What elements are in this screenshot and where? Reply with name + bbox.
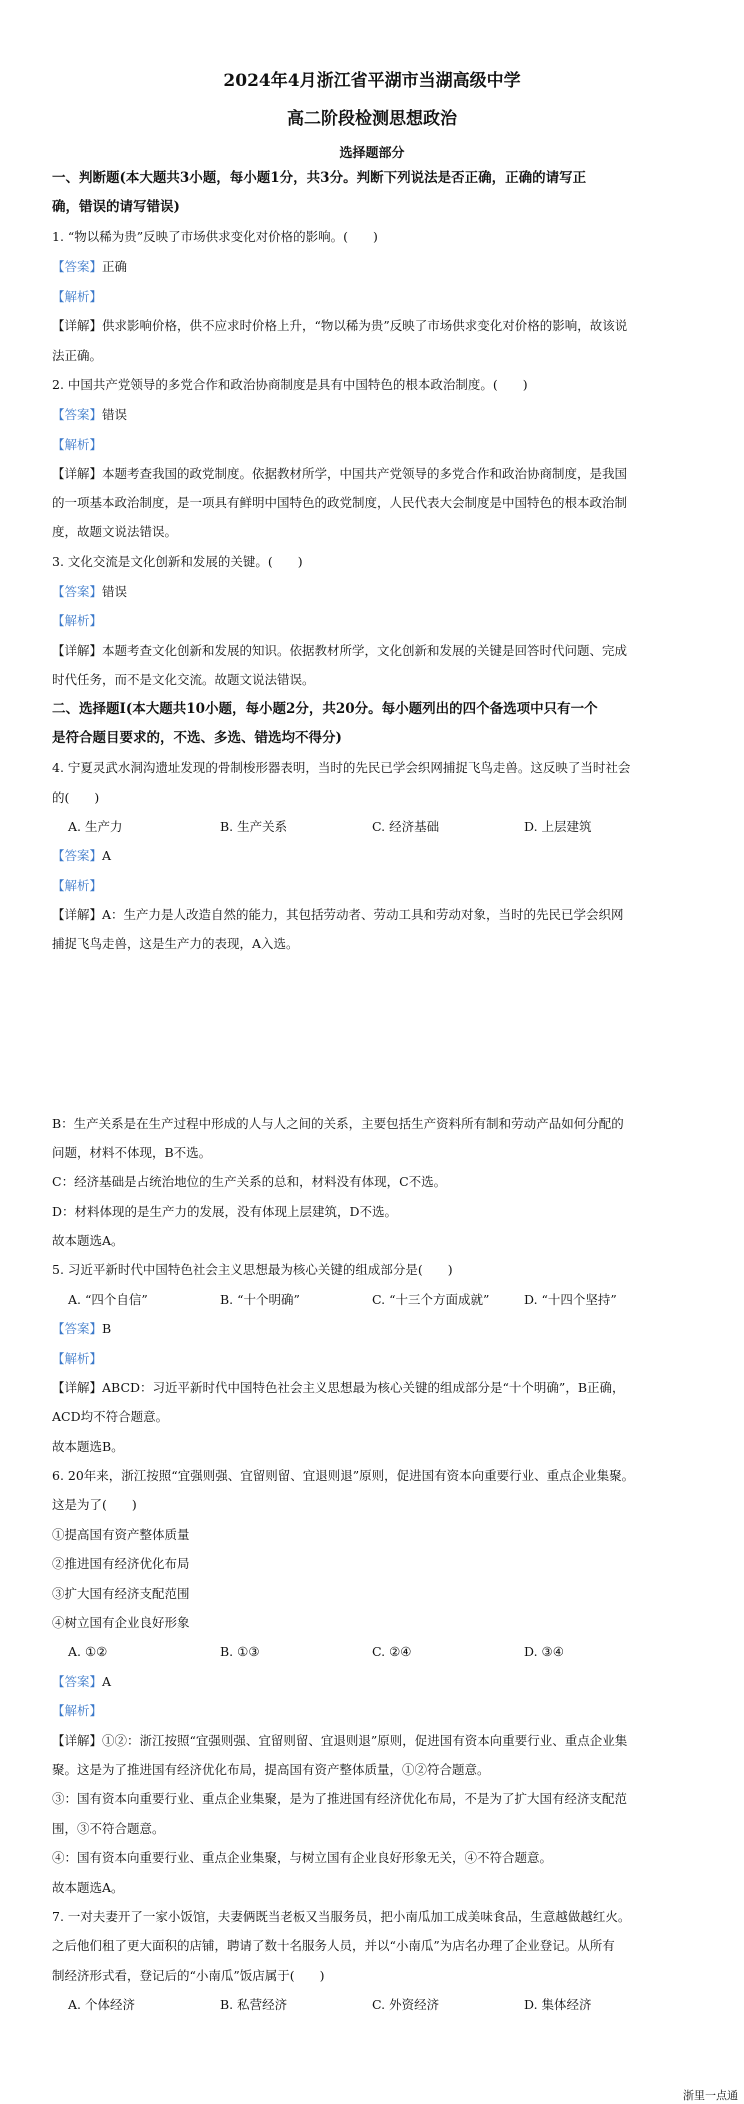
q6-stem-1: 6. 20年来，浙江按照“宜强则强、宜留则留、宜退则退”原则，促进国有资本向重要行业、重点企业集聚。 [52,1468,635,1483]
q6-detail-2: 聚。这是为了推进国有经济优化布局，提高国有资产整体质量，①②符合题意。 [52,1762,490,1777]
q5-option-c: C. “十三个方面成就” [372,1292,490,1307]
q4-option-a: A. 生产力 [68,819,123,834]
q4-answer-line [52,848,700,864]
q4-option-b: B. 生产关系 [220,819,288,834]
q3-detail-1: 【详解】本题考查文化创新和发展的知识。依据教材所学，文化创新和发展的关键是回答时代问题、完成 [52,643,628,658]
q7-option-b: B. 私营经济 [220,1997,288,2012]
q4-detail-4: 问题，材料不体现，B不选。 [52,1145,212,1160]
q4-option-d: D. 上层建筑 [524,819,592,834]
q1-answer: 正确 [102,259,128,274]
q4-stem-1: 4. 宁夏灵武水洞沟遗址发现的骨制梭形器表明，当时的先民已学会织网捕捉飞鸟走兽。这反映了当时社会 [52,760,631,775]
q4-detail-3: B：生产关系是在生产过程中形成的人与人之间的关系，主要包括生产资料所有制和劳动产品如何分配的 [52,1116,624,1131]
answer-tag: 【答案】 [52,407,103,422]
q1-detail-2: 法正确。 [52,348,103,363]
q1-answer-line [52,259,700,275]
answer-tag: 【答案】 [52,584,103,599]
q4-detail-1: 【详解】A：生产力是人改造自然的能力，其包括劳动者、劳动工具和劳动对象，当时的先民已学会织网 [52,907,624,922]
watermark-text: 浙里一点通 [683,2089,738,2102]
q6-item-3: ③扩大国有经济支配范围 [52,1586,190,1601]
q6-analysis-tag: 【解析】 [52,1703,103,1718]
q7-stem-2: 之后他们租了更大面积的店铺，聘请了数十名服务人员，并以“小南瓜”为店名办理了企业登记。从所有 [52,1938,615,1953]
q6-option-a: A. ①② [68,1644,108,1659]
doc-title: 2024年4月浙江省平湖市当湖高级中学 [223,71,521,91]
q7-stem-1: 7. 一对夫妻开了一家小饭馆，夫妻俩既当老板又当服务员，把小南瓜加工成美味食品，生意越做越红火。 [52,1909,631,1924]
q2-detail-2: 的一项基本政治制度，是一项具有鲜明中国特色的政党制度，人民代表大会制度是中国特色的根本政治制 [52,495,628,510]
q5-detail-2: ACD均不符合题意。 [52,1409,169,1424]
q5-option-b: B. “十个明确” [220,1292,300,1307]
q6-detail-5: ④：国有资本向重要行业、重点企业集聚，与树立国有企业良好形象无关，④不符合题意。 [52,1850,553,1865]
q2-stem: 2. 中国共产党领导的多党合作和政治协商制度是具有中国特色的根本政治制度。( ) [52,377,528,392]
q6-detail-3: ③：国有资本向重要行业、重点企业集聚，是为了推进国有经济优化布局，不是为了扩大国有经济支配范 [52,1791,628,1806]
q7-option-a: A. 个体经济 [68,1997,135,2012]
q6-answer: A [102,1674,112,1689]
q6-stem-2: 这是为了( ) [52,1497,137,1512]
answer-tag: 【答案】 [52,259,103,274]
answer-tag: 【答案】 [52,1321,103,1336]
q4-detail-2: 捕捉飞鸟走兽，这是生产力的表现，A入选。 [52,936,299,951]
q5-answer-line [52,1321,700,1337]
q4-detail-7: 故本题选A。 [52,1233,124,1248]
part-heading: 选择题部分 [339,146,405,161]
q5-detail-3: 故本题选B。 [52,1439,124,1454]
answer-tag: 【答案】 [52,1674,103,1689]
q4-answer: A [102,848,112,863]
q6-item-2: ②推进国有经济优化布局 [52,1556,190,1571]
q3-answer-line [52,584,700,600]
q5-answer: B [102,1321,112,1336]
q7-option-d: D. 集体经济 [524,1997,592,2012]
q2-answer: 错误 [102,407,128,422]
q5-option-d: D. “十四个坚持” [524,1292,617,1307]
q2-detail-3: 度，故题文说法错误。 [52,524,178,539]
q2-detail-1: 【详解】本题考查我国的政党制度。依据教材所学，中国共产党领导的多党合作和政治协商制度，是我国 [52,466,628,481]
q3-detail-2: 时代任务，而不是文化交流。故题文说法错误。 [52,672,315,687]
q3-answer: 错误 [102,584,128,599]
q6-item-4: ④树立国有企业良好形象 [52,1615,190,1630]
q5-stem: 5. 习近平新时代中国特色社会主义思想最为核心关键的组成部分是( ) [52,1262,453,1277]
q4-stem-2: 的( ) [52,790,100,805]
section1-heading-line2: 确，错误的请写错误) [52,199,180,215]
q6-option-b: B. ①③ [220,1644,260,1659]
q6-detail-6: 故本题选A。 [52,1880,124,1895]
q1-detail-1: 【详解】供求影响价格，供不应求时价格上升，“物以稀为贵”反映了市场供求变化对价格的影响，故该说 [52,318,628,333]
q6-option-c: C. ②④ [372,1644,412,1659]
section2-heading-line2: 是符合题目要求的，不选、多选、错选均不得分) [52,730,342,746]
q1-stem: 1. “物以稀为贵”反映了市场供求变化对价格的影响。( ) [52,229,378,244]
q4-analysis-tag: 【解析】 [52,878,103,893]
q3-analysis-tag: 【解析】 [52,613,103,628]
q5-analysis-tag: 【解析】 [52,1351,103,1366]
section2-heading-line1: 二、选择题Ⅰ(本大题共10小题，每小题2分，共20分。每小题列出的四个备选项中只有一个 [52,701,598,717]
q6-item-1: ①提高国有资产整体质量 [52,1527,190,1542]
q1-analysis-tag: 【解析】 [52,289,103,304]
q4-option-c: C. 经济基础 [372,819,440,834]
q2-answer-line [52,407,700,423]
q3-stem: 3. 文化交流是文化创新和发展的关键。( ) [52,554,303,569]
q5-option-a: A. “四个自信” [68,1292,148,1307]
section1-heading-line1: 一、判断题(本大题共3小题，每小题1分，共3分。判断下列说法是否正确，正确的请写正 [52,170,587,186]
q4-detail-5: C：经济基础是占统治地位的生产关系的总和，材料没有体现，C不选。 [52,1174,447,1189]
q6-detail-4: 围，③不符合题意。 [52,1821,165,1836]
q2-analysis-tag: 【解析】 [52,437,103,452]
q6-detail-1: 【详解】①②：浙江按照“宜强则强、宜留则留、宜退则退”原则，促进国有资本向重要行业、重点企业集 [52,1733,628,1748]
q7-option-c: C. 外资经济 [372,1997,440,2012]
answer-tag: 【答案】 [52,848,103,863]
q6-answer-line [52,1674,700,1690]
q6-option-d: D. ③④ [524,1644,564,1659]
doc-subtitle: 高二阶段检测思想政治 [287,109,457,129]
q4-detail-6: D：材料体现的是生产力的发展，没有体现上层建筑，D不选。 [52,1204,398,1219]
q7-stem-3: 制经济形式看，登记后的“小南瓜”饭店属于( ) [52,1968,325,1983]
q5-detail-1: 【详解】ABCD：习近平新时代中国特色社会主义思想最为核心关键的组成部分是“十个明确”，B正确， [52,1380,625,1395]
